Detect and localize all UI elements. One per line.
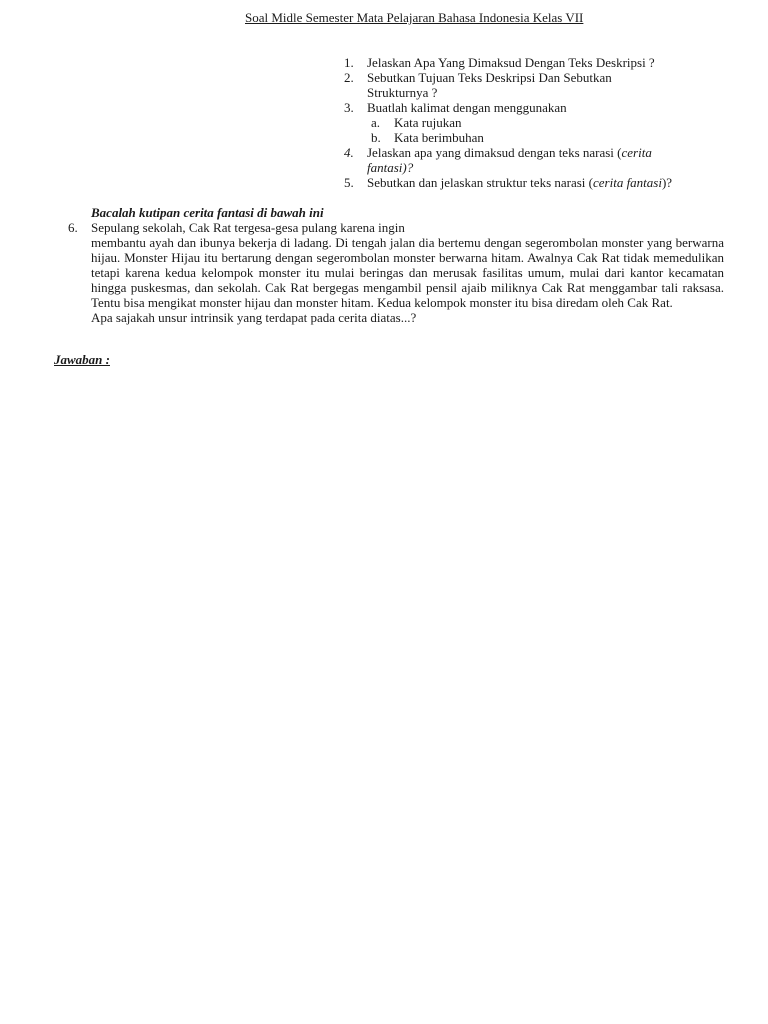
question-number: 3. <box>344 100 354 115</box>
question-number: 6. <box>68 220 78 235</box>
question-number: 4. <box>344 145 354 160</box>
question-text: Buatlah kalimat dengan menggunakan <box>367 100 567 115</box>
question-text-line <box>367 145 730 160</box>
question-text-line: Sebutkan Tujuan Teks Deskripsi Dan Sebutkan <box>367 70 612 85</box>
sub-item-text: Kata rujukan <box>394 115 462 130</box>
passage-question: Apa sajakah unsur intrinsik yang terdapat pada cerita diatas...? <box>91 310 417 325</box>
sub-item-letter: b. <box>371 130 381 145</box>
sub-item-a <box>340 115 730 130</box>
question-text: Sebutkan dan jelaskan struktur teks narasi ( <box>367 175 593 190</box>
passage-body <box>91 220 724 325</box>
sub-item-letter: a. <box>371 115 381 130</box>
question-text-line: Strukturnya ? <box>367 85 438 100</box>
sub-item-text: Kata berimbuhan <box>394 130 484 145</box>
question-item-4 <box>340 145 730 175</box>
question-italic-text: cerita fantasi <box>593 175 662 190</box>
question-item-6 <box>68 220 724 325</box>
question-number: 1. <box>344 55 354 70</box>
question-text: Jelaskan Apa Yang Dimaksud Dengan Teks Deskripsi ? <box>367 55 655 70</box>
answer-label: Jawaban : <box>54 352 110 367</box>
question-list <box>340 55 730 190</box>
passage-first-line: Sepulang sekolah, Cak Rat tergesa-gesa pulang karena ingin <box>91 220 405 235</box>
page-title: Soal Midle Semester Mata Pelajaran Bahasa Indonesia Kelas VII <box>245 10 584 25</box>
question-number: 2. <box>344 70 354 85</box>
passage-text: membantu ayah dan ibunya bekerja di ladang. Di tengah jalan dia bertemu dengan segerombolan monster yang berwarna hijau. Monster Hijau itu bertarung dengan segerombolan monster berwarna hitam. Awalnya Cak Rat tidak memedulikan tetapi karena kedua kelompok monster itu mulai beringas dan merusak fasilitas umum, mulai dari kantor kecamatan hingga puskesmas, dan sekolah. Cak Rat bergegas mengambil pensil ajaib miliknya Cak Rat menggambar tali raksasa. Tentu bisa mengikat monster hijau dan monster hitam. Kedua kelompok monster itu bisa diredam oleh Cak Rat. <box>91 235 724 310</box>
question-italic-text: cerita <box>621 145 652 160</box>
question-text: )? <box>661 175 673 190</box>
question-italic-text: fantasi)? <box>367 160 414 175</box>
question-number: 5. <box>344 175 354 190</box>
sub-item-b <box>340 130 730 145</box>
question-item-5 <box>340 175 730 190</box>
question-text: Jelaskan apa yang dimaksud dengan teks narasi ( <box>367 145 622 160</box>
question-item-1 <box>340 55 730 70</box>
question-item-2 <box>340 70 730 100</box>
passage-heading: Bacalah kutipan cerita fantasi di bawah ini <box>91 205 324 220</box>
question-item-3 <box>340 100 730 115</box>
